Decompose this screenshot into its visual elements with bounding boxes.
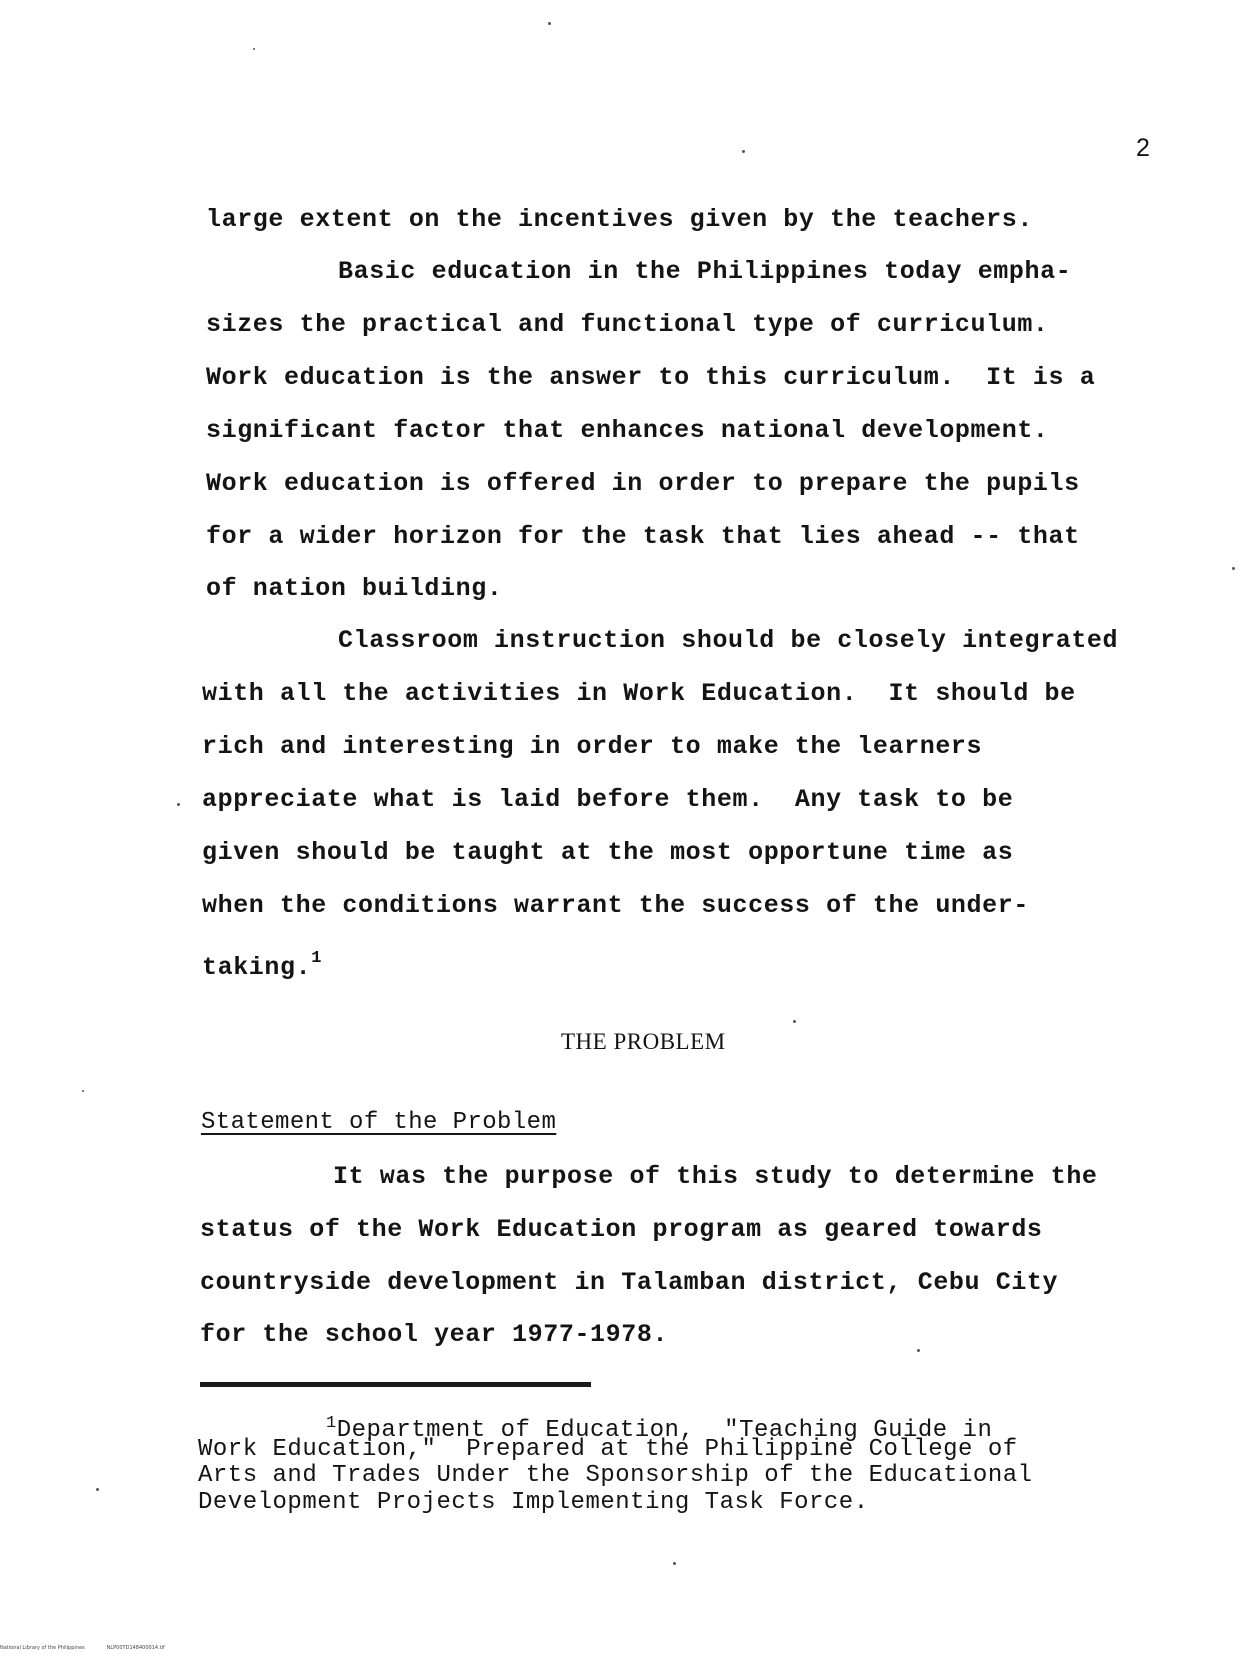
scan-speck	[548, 22, 551, 25]
scan-speck	[82, 1090, 84, 1092]
footer-file: NLP00TD148400014.tif	[106, 1645, 165, 1651]
body-line-with-footnote-ref	[202, 944, 322, 983]
scan-speck	[1232, 567, 1235, 570]
section-line: countryside development in Talamban district, Cebu City	[200, 1268, 1059, 1297]
body-line: when the conditions warrant the success of the under-	[202, 891, 1029, 920]
body-line: sizes the practical and functional type of curriculum.	[206, 310, 1049, 339]
section-subheading: Statement of the Problem	[201, 1109, 557, 1136]
footnote-rule	[200, 1382, 591, 1387]
body-line: large extent on the incentives given by the teachers.	[206, 205, 1033, 234]
body-line: appreciate what is laid before them. Any task to be	[202, 785, 1014, 814]
footnote-reference: 1	[311, 949, 323, 968]
body-line: Basic education in the Philippines today empha-	[338, 257, 1072, 286]
scan-speck	[96, 1488, 99, 1491]
body-line: Work education is the answer to this curriculum. It is a	[206, 363, 1096, 392]
scan-speck	[742, 150, 745, 153]
scan-speck	[177, 803, 180, 806]
scan-footer	[0, 1645, 187, 1651]
footnote-text: Department of Education, "Teaching Guide in	[336, 1417, 993, 1444]
body-line: Classroom instruction should be closely integrated	[338, 626, 1119, 655]
section-line: for the school year 1977-1978.	[200, 1320, 669, 1349]
body-line: given should be taught at the most opportune time as	[202, 838, 1014, 867]
body-line: taking.	[202, 953, 312, 982]
footnote-line: Arts and Trades Under the Sponsorship of the Educational	[198, 1462, 1033, 1489]
body-line: with all the activities in Work Education. It should be	[202, 679, 1076, 708]
footnote-line: Work Education," Prepared at the Philippine College of	[198, 1436, 1018, 1463]
section-heading: THE PROBLEM	[561, 1029, 726, 1054]
scan-speck	[793, 1020, 796, 1023]
body-line: for a wider horizon for the task that lies ahead -- that	[206, 522, 1080, 551]
scan-speck	[917, 1349, 920, 1352]
section-line: status of the Work Education program as geared towards	[200, 1215, 1043, 1244]
body-line: rich and interesting in order to make the learners	[202, 732, 983, 761]
scan-speck	[253, 48, 255, 50]
section-line: It was the purpose of this study to determine the	[333, 1162, 1098, 1191]
body-line: of nation building.	[206, 574, 503, 603]
scan-speck	[673, 1562, 676, 1565]
footnote-line: Development Projects Implementing Task Force.	[198, 1489, 869, 1516]
footer-library: National Library of the Philippines	[0, 1645, 85, 1651]
body-line: Work education is offered in order to prepare the pupils	[206, 469, 1080, 498]
body-line: significant factor that enhances national development.	[206, 416, 1049, 445]
page-number: 2	[1136, 134, 1150, 162]
footnote-marker: 1	[326, 1414, 337, 1433]
